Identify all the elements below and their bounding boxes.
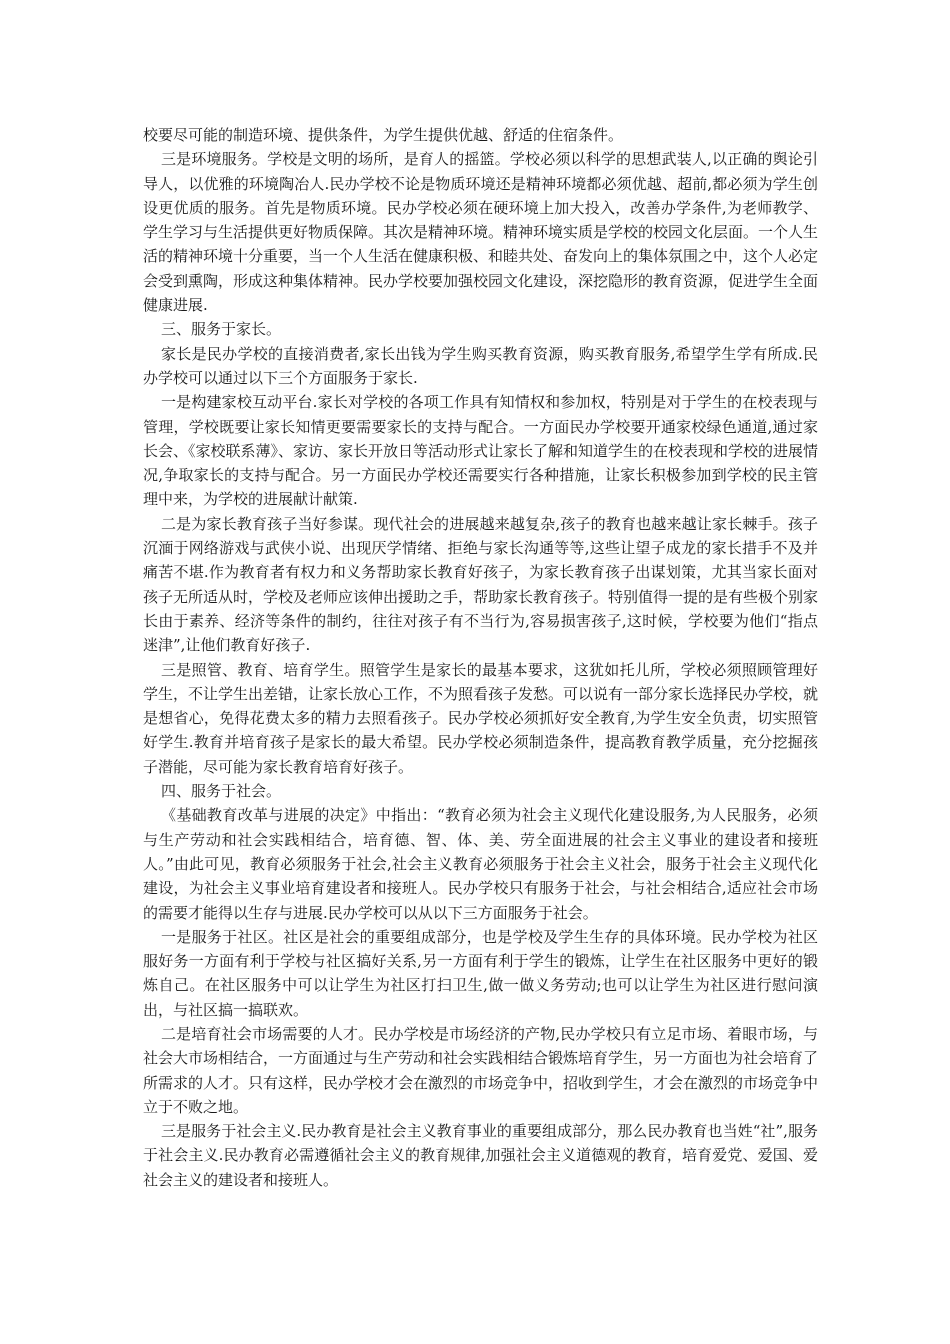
section-heading-society: 四、服务于社会。 xyxy=(161,782,282,801)
paragraph-market-talent: 二是培育社会市场需要的人才。民办学校是市场经济的产物,民办学校只有立足市场、着眼市场，与社会大市场相结合，一方面通过与生产劳动和社会实践相结合锻炼培育学生，另一方面也为社会培育了所需求的人才。只有这样，民办学校才会在激烈的市场竞争中，招收到学生，才会在激烈的市场竞争中立于不败之地。 xyxy=(143,1024,819,1116)
paragraph-community-service: 一是服务于社区。社区是社会的重要组成部分，也是学校及学生生存的具体环境。民办学校为社区服好务一方面有利于学校与社区搞好关系,另一方面有利于学生的锻炼，让学生在社区服务中更好的锻炼自己。在社区服务中可以让学生为社区打扫卫生,做一做义务劳动;也可以让学生为社区进行慰问演出，与社区搞一搞联欢。 xyxy=(143,927,818,1019)
paragraph-society-intro: 《基础教育改革与进展的决定》中指出：“教育必须为社会主义现代化建设服务,为人民服务，必须与生产劳动和社会实践相结合，培育德、智、体、美、劳全面进展的社会主义事业的建设者和接班人。”由此可见，教育必须服务于社会,社会主义教育必须服务于社会主义社会，服务于社会主义现代化建设，为社会主义事业培育建设者和接班人。民办学校只有服务于社会，与社会相结合,适应社会市场的需要才能得以生存与进展.民办学校可以从以下三方面服务于社会。 xyxy=(143,806,818,922)
paragraph-care-education: 三是照管、教育、培育学生。照管学生是家长的最基本要求，这犹如托儿所，学校必须照顾管理好学生，不让学生出差错，让家长放心工作，不为照看孩子发愁。可以说有一部分家长选择民办学校，就是想省心，免得花费太多的精力去照看孩子。民办学校必须抓好安全教育,为学生安全负责，切实照管好学生.教育并培育孩子是家长的最大希望。民办学校必须制造条件，提高教育教学质量，充分挖掘孩子潜能，尽可能为家长教育培育好孩子。 xyxy=(143,660,819,776)
paragraph-continuation: 校要尽可能的制造环境、提供条件，为学生提供优越、舒适的住宿条件。 xyxy=(143,126,624,144)
paragraph-socialism-service: 三是服务于社会主义.民办教育是社会主义教育事业的重要组成部分，那么民办教育也当姓“社”,服务于社会主义.民办教育必需遵循社会主义的教育规律,加强社会主义道德观的教育，培育爱党、爱国、爱社会主义的建设者和接班人。 xyxy=(143,1122,818,1189)
paragraph-environment-service: 三是环境服务。学校是文明的场所，是育人的摇篮。学校必须以科学的思想武装人,以正确的舆论引导人，以优雅的环境陶冶人.民办学校不论是物质环境还是精神环境都必须优越、超前,都必须为学生创设更优质的服务。首先是物质环境。民办学校必须在硬环境上加大投入，改善办学条件,为老师教学、学生学习与生活提供更好物质保障。其次是精神环境。精神环境实质是学校的校园文化层面。一个人生活的精神环境十分重要，当一个人生活在健康积极、和睦共处、奋发向上的集体氛围之中，这个人必定会受到熏陶，形成这种集体精神。民办学校要加强校园文化建设，深挖隐形的教育资源，促进学生全面健康进展. xyxy=(143,150,819,315)
section-heading-parents: 三、服务于家长。 xyxy=(161,320,282,339)
paragraph-parents-intro: 家长是民办学校的直接消费者,家长出钱为学生购买教育资源，购买教育服务,希望学生学有所成.民办学校可以通过以下三个方面服务于家长. xyxy=(143,344,818,387)
paragraph-parenting-advice: 二是为家长教育孩子当好参谋。现代社会的进展越来越复杂,孩子的教育也越来越让家长棘手。孩子沉湎于网络游戏与武侠小说、出现厌学情绪、拒绝与家长沟通等等,这些让望子成龙的家长措手不及并痛苦不堪.作为教育者有权力和义务帮助家长教育好孩子，为家长教育孩子出谋划策，尤其当家长面对孩子无所适从时，学校及老师应该伸出援助之手，帮助家长教育孩子。特别值得一提的是有些极个别家长由于素养、经济等条件的制约，往往对孩子有不当行为,容易损害孩子,这时候，学校要为他们“指点迷津”,让他们教育好孩子. xyxy=(143,514,819,655)
paragraph-home-school-platform: 一是构建家校互动平台.家长对学校的各项工作具有知情权和参加权，特别是对于学生的在校表现与管理，学校既要让家长知情更要需要家长的支持与配合。一方面民办学校要开通家校绿色通道,通过家长会、《家校联系薄》、家访、家长开放日等活动形式让家长了解和知道学生的在校表现和学校的进展情况,争取家长的支持与配合。另一方面民办学校还需要实行各种措施，让家长积极参加到学校的民主管理中来，为学校的进展献计献策. xyxy=(143,393,819,509)
document-body xyxy=(143,123,818,1192)
